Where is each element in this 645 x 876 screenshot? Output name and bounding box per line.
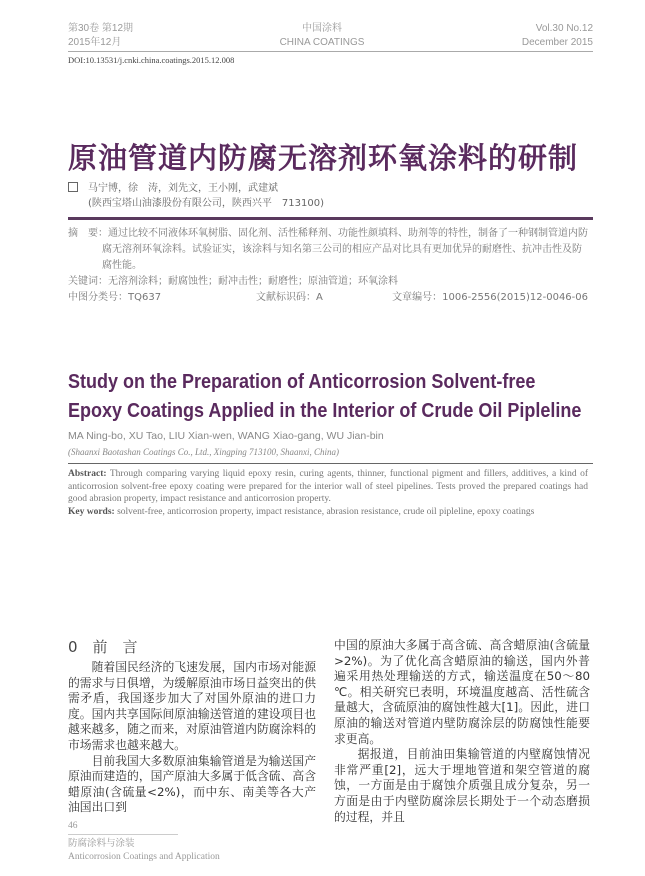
- title-rule: [68, 217, 593, 220]
- paragraph: 据报道，目前油田集输管道的内壁腐蚀情况非常严重[2]，远大于埋地管道和架空管道的腐蚀，一方面是由于腐蚀介质强且成分复杂，另一方面是由于内壁防腐涂层长期处于一个动态磨损的过程，并且: [334, 747, 590, 824]
- paragraph: 目前我国大多数原油集输管道是为输送国产原油而建造的，国产原油大多属于低含硫、高含蜡原油(含硫量<2%)，而中东、南美等各大产油国出口到: [68, 753, 316, 815]
- footer-journal-cn: 防腐涂料与涂装: [68, 839, 135, 849]
- header-journal: 中国涂料 CHINA COATINGS: [279, 23, 365, 48]
- checkbox-square-icon: [68, 182, 78, 192]
- footer-rule: [68, 834, 178, 835]
- cn-article-no: 文章编号：1006-2556(2015)12-0046-06: [392, 292, 588, 303]
- en-affiliation: (Shaanxi Baotashan Coatings Co., Ltd., Xingping 713100, Shaanxi, China): [68, 447, 340, 457]
- page-number: 46: [68, 821, 78, 831]
- paragraph: 随着国民经济的飞速发展，国内市场对能源的需求与日俱增，为缓解原油市场日益突出的供需矛盾，我国逐步加大了对国外原油的进口力度。国内共享国际间原油输送管道的建设项目也越来越多，随之而来，对原油管道内防腐涂料的市场需求也越来越大。: [68, 660, 316, 752]
- cn-clc: 中图分类号：TQ637: [68, 292, 162, 303]
- body-left-column: [68, 660, 316, 816]
- header-left: 第30卷 第12期 2015年12月: [68, 23, 134, 48]
- body-right-column: [334, 638, 590, 825]
- footer-journal-en: Anticorrosion Coatings and Application: [68, 852, 220, 862]
- cn-title: 原油管道内防腐无溶剂环氧涂料的研制: [68, 141, 579, 175]
- paragraph: 中国的原油大多属于高含硫、高含蜡原油(含硫量>2%)。为了优化高含蜡原油的输送，国内外普遍采用热处理输送的方式，输送温度在50～80 ℃。相关研究已表明，环境温度越高、活性硫含量越大，含硫原油的腐蚀性越大[1]。因此，进口原油的输送对管道内壁防腐涂层的防腐蚀性能要求更高。: [334, 638, 590, 746]
- en-rule: [68, 463, 593, 464]
- en-title: Study on the Preparation of Anticorrosion Solvent-free Epoxy Coatings Applied in the Interior of Crude Oil Pipleline: [68, 371, 582, 422]
- cn-authors: 马宁博，徐 涛，刘先文，王小刚，武建斌: [88, 183, 278, 194]
- en-authors: MA Ning-bo, XU Tao, LIU Xian-wen, WANG Xiao-gang, WU Jian-bin: [68, 430, 384, 442]
- section-title: 0 前 言: [68, 638, 138, 656]
- cn-authors-block: [68, 181, 324, 211]
- header-rule: [68, 51, 593, 52]
- cn-abstract-block: 摘 要：通过比较不同液体环氧树脂、固化剂、活性稀释剂、功能性颜填料、助剂等的特性，制备了一种钢制管道内防腐无溶剂环氧涂料。试验证实，该涂料与知名第三公司的相应产品对比具有更加优异的耐磨性、抗冲击性及防腐性能。 关键词：无溶剂涂料；耐腐蚀性；耐冲击性；耐磨性；原油管道；环氧涂料 中图分类号：TQ637 文献标识码：A 文章编号：1006-2556(2015)12-0046-06: [68, 226, 588, 306]
- header-right: Vol.30 No.12 December 2015: [521, 23, 593, 48]
- cn-affiliation: (陕西宝塔山油漆股份有限公司，陕西兴平 713100): [88, 198, 324, 209]
- cn-doc-code: 文献标识码：A: [256, 292, 323, 303]
- en-abstract: Through comparing varying liquid epoxy resin, curing agents, thinner, functional pigment and fillers, additives, a kind of anticorrosion solvent-free epoxy coating were prepared for the interior wall of steel pipelines. Tests proved the prepared coatings had good abrasion property, impact resistance and anticorrosion property.: [68, 469, 588, 504]
- cn-keywords: 无溶剂涂料；耐腐蚀性；耐冲击性；耐磨性；原油管道；环氧涂料: [108, 276, 398, 287]
- en-abstract-block: Abstract: Through comparing varying liquid epoxy resin, curing agents, thinner, functional pigment and fillers, additives, a kind of anticorrosion solvent-free epoxy coating were prepared for the interior wall of steel pipelines. Tests proved the prepared coatings had good abrasion property, impact resistance and anticorrosion property. Key words: solvent-free, anticorrosion property, impact resistance, abrasion resistance, crude oil pipleline, epoxy coatings: [68, 469, 588, 517]
- cn-abstract: 通过比较不同液体环氧树脂、固化剂、活性稀释剂、功能性颜填料、助剂等的特性，制备了一种钢制管道内防腐无溶剂环氧涂料。试验证实，该涂料与知名第三公司的相应产品对比具有更加优异的耐磨性、抗冲击性及防腐性能。: [102, 228, 588, 271]
- doi: DOI:10.13531/j.cnki.china.coatings.2015.12.008: [68, 55, 235, 65]
- footer: [68, 820, 220, 864]
- en-keywords: solvent-free, anticorrosion property, impact resistance, abrasion resistance, crude oil pipleline, epoxy coatings: [114, 506, 535, 517]
